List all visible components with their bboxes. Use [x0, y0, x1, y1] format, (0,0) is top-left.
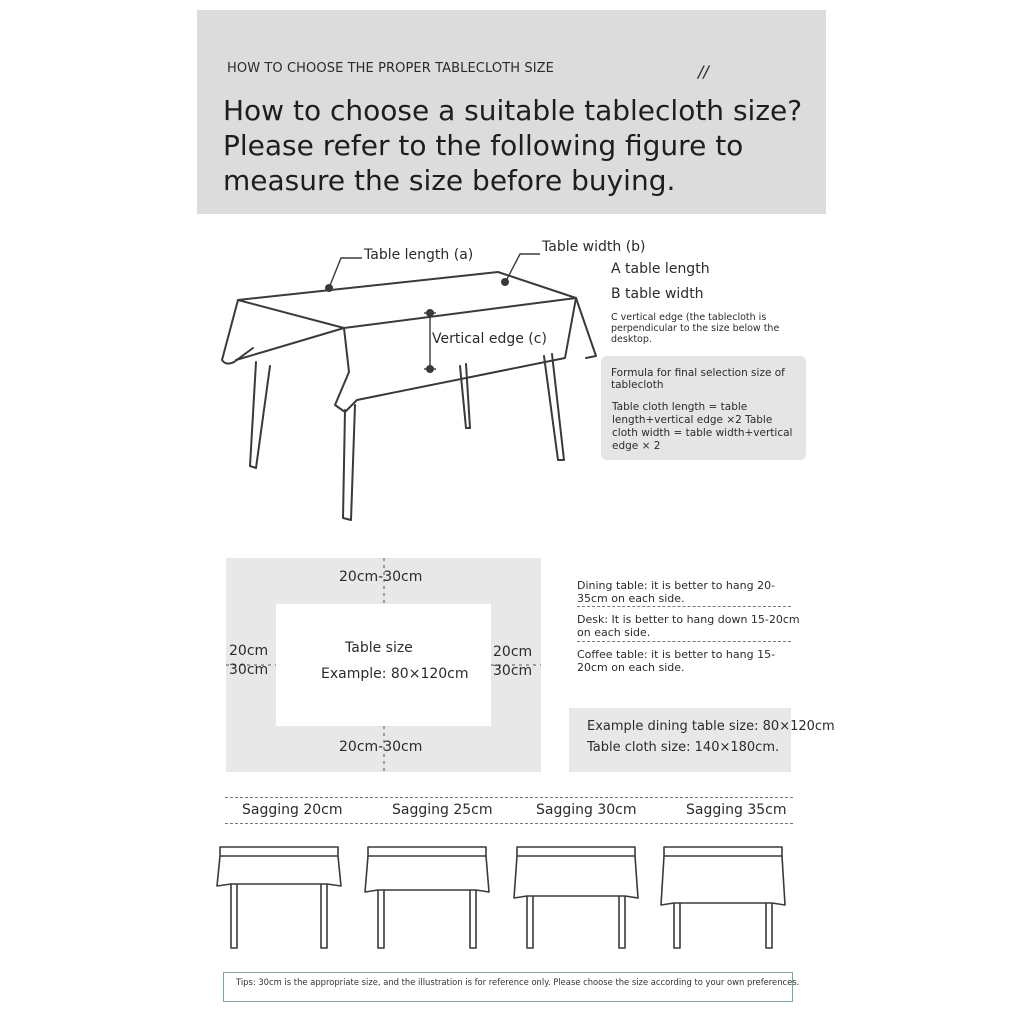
sagging-label-35: Sagging 35cm	[686, 802, 787, 818]
label-table-width: Table width (b)	[542, 239, 646, 255]
size-left-label-2: 30cm	[229, 662, 269, 678]
legend-c: C vertical edge (the tablecloth is perpendicular to the size below the desktop.	[611, 312, 780, 345]
sagging-label-25: Sagging 25cm	[392, 802, 493, 818]
header-slash-mark: //	[698, 62, 709, 81]
legend-b: B table width	[611, 286, 704, 302]
size-right-label-2: 30cm	[493, 663, 533, 679]
table-size-title: Table size	[345, 640, 413, 656]
label-table-length: Table length (a)	[364, 247, 474, 263]
sagging-table-30	[514, 847, 638, 948]
size-left-label-1: 20cm	[229, 643, 269, 659]
label-vertical-edge: Vertical edge (c)	[432, 331, 547, 347]
header-subtitle: HOW TO CHOOSE THE PROPER TABLECLOTH SIZE	[227, 61, 554, 76]
sagging-table-35	[661, 847, 785, 948]
size-top-label: 20cm-30cm	[339, 569, 423, 585]
tip-desk: Desk: It is better to hang down 15-20cm on each side.	[577, 613, 800, 639]
sagging-table-20	[217, 847, 341, 948]
size-right-label-1: 20cm	[493, 644, 533, 660]
table-size-example: Example: 80×120cm	[321, 666, 469, 682]
footer-tip: Tips: 30cm is the appropriate size, and the illustration is for reference only. Please choose the size according to your own preferences.	[236, 977, 800, 987]
example-cloth-size: Table cloth size: 140×180cm.	[587, 740, 780, 755]
sagging-label-20: Sagging 20cm	[242, 802, 343, 818]
sagging-label-30: Sagging 30cm	[536, 802, 637, 818]
legend-a: A table length	[611, 261, 710, 277]
tip-dining: Dining table: it is better to hang 20-35cm on each side.	[577, 579, 776, 605]
example-table-size: Example dining table size: 80×120cm	[587, 719, 835, 734]
tip-coffee: Coffee table: it is better to hang 15-20cm on each side.	[577, 648, 776, 674]
formula-body: Table cloth length = table length+vertical edge ×2 Table cloth width = table width+vertical edge × 2	[612, 401, 793, 452]
sagging-table-25	[365, 847, 489, 948]
formula-title: Formula for final selection size of tablecloth	[611, 367, 785, 391]
page-title: How to choose a suitable tablecloth size? Please refer to the following figure to measure the size before buying.	[223, 94, 803, 197]
size-bottom-label: 20cm-30cm	[339, 739, 423, 755]
